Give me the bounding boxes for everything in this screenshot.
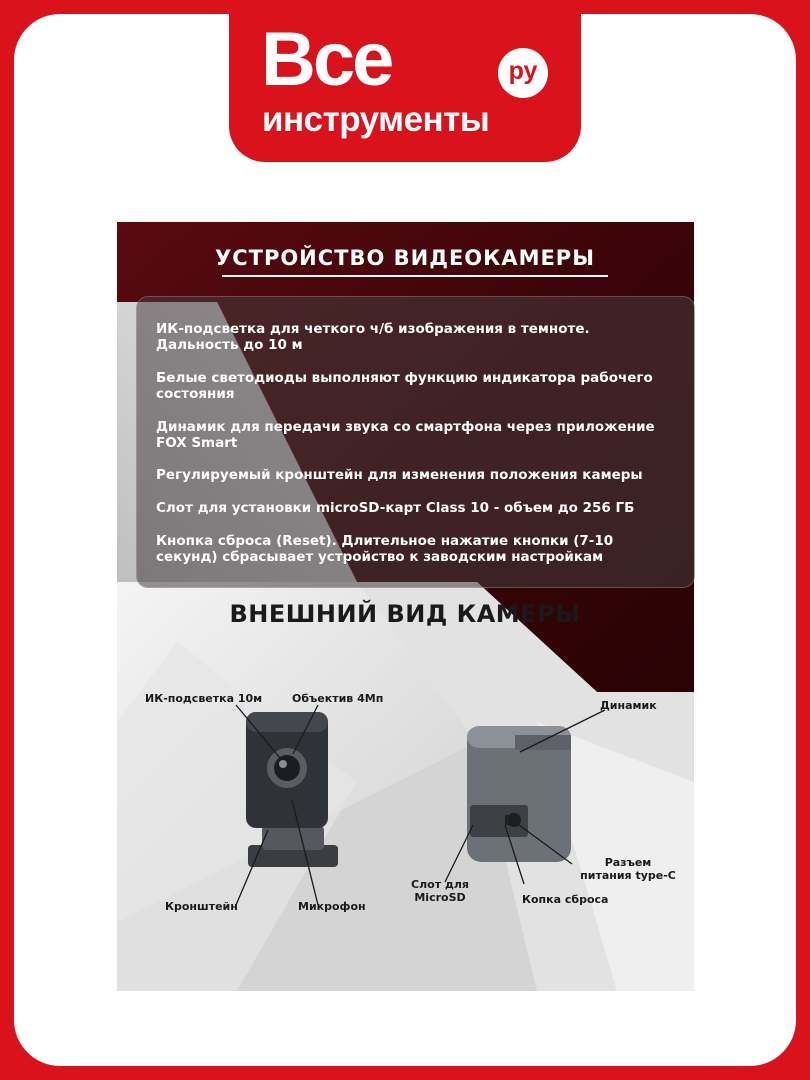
feature-item: ИК-подсветка для четкого ч/б изображения в темноте. Дальность до 10 м: [156, 321, 590, 353]
appearance-title: ВНЕШНИЙ ВИД КАМЕРЫ: [229, 600, 581, 628]
feature-item: Кнопка сброса (Reset). Длительное нажатие кнопки (7-10 секунд) сбрасывает устройство к заводским настройкам: [156, 533, 614, 565]
label-lens: Объектив 4Мп: [292, 692, 384, 705]
label-reset-button: Копка сброса: [522, 893, 609, 906]
logo-ru-badge: ру: [498, 48, 548, 98]
device-title: УСТРОЙСТВО ВИДЕОКАМЕРЫ: [215, 246, 595, 270]
label-microsd-slot: Слот для MicroSD: [411, 878, 469, 904]
feature-item: Регулируемый кронштейн для изменения положения камеры: [156, 467, 643, 483]
feature-item: Белые светодиоды выполняют функцию индикатора рабочего состояния: [156, 370, 653, 402]
label-bracket: Кронштейн: [165, 900, 238, 913]
back-camera-image: [467, 726, 571, 862]
feature-item: Слот для установки microSD-карт Class 10 - объем до 256 ГБ: [156, 500, 635, 516]
logo-text-main: Все: [261, 17, 392, 102]
label-ir-light: ИК-подсветка 10м: [145, 692, 263, 705]
logo-text-sub: инструменты: [262, 100, 490, 139]
front-camera-image: [246, 712, 338, 867]
label-power-port: Разъем питания type-C: [580, 856, 676, 882]
feature-item: Динамик для передачи звука со смартфона через приложение FOX Smart: [156, 419, 655, 451]
label-speaker: Динамик: [600, 699, 657, 712]
label-microphone: Микрофон: [298, 900, 366, 913]
